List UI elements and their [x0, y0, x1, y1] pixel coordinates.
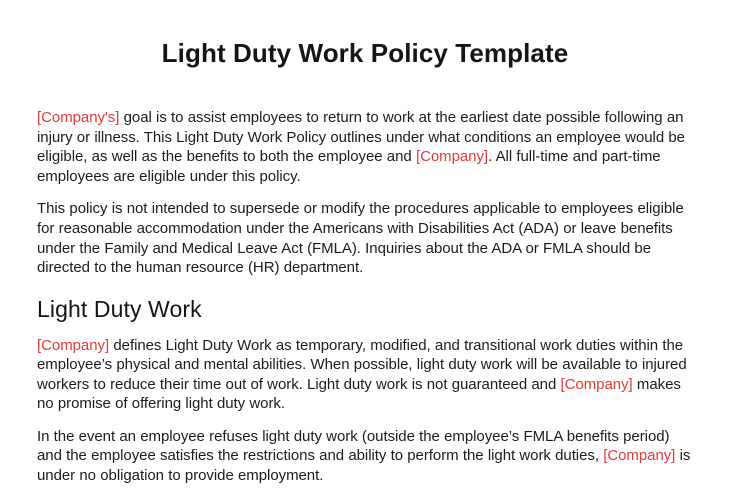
company-placeholder-token: [Company]: [603, 447, 676, 465]
document-body: [37, 108, 695, 500]
company-placeholder-token: [Company]: [37, 336, 110, 354]
paragraph-ada-fmla: This policy is not intended to supersede or modify the procedures applicable to employees eligible for reasonable accommodation under the Americans with Disabilities Act (ADA) or leave benefits under the Family and Medical Leave Act (FMLA). Inquiries about the ADA or FMLA should be directed to the human resource (HR) department.: [37, 200, 684, 277]
company-placeholder-token: [Company]: [560, 375, 633, 393]
paragraph-definition: [Company] defines Light Duty Work as temporary, modified, and transitional work duties within the employee’s physical and mental abilities. When possible, light duty work will be available to injured workers to reduce their time out of work. Light duty work is not guaranteed and [Company] makes no promise of offering light duty work.: [37, 336, 687, 413]
company-placeholder-token: [Company]: [415, 148, 489, 166]
company-placeholder-token: [Company's]: [37, 109, 120, 126]
section-heading-light-duty-work: Light Duty Work: [37, 295, 202, 322]
paragraph-refusal: In the event an employee refuses light duty work (outside the employee’s FMLA benefits period) and the employee satisfies the restrictions and ability to perform the light work duties, [Company] is under no obligation to provide employment.: [37, 427, 691, 485]
paragraph-intro: [Company's] goal is to assist employees to return to work at the earliest date possible following an injury or illness. This Light Duty Work Policy outlines under what conditions an employee would be eligible, as well as the benefits to both the employee and [Company]. All full-time and part-time employees are eligible under this policy.: [37, 109, 685, 185]
page-title: Light Duty Work Policy Template: [161, 38, 569, 69]
